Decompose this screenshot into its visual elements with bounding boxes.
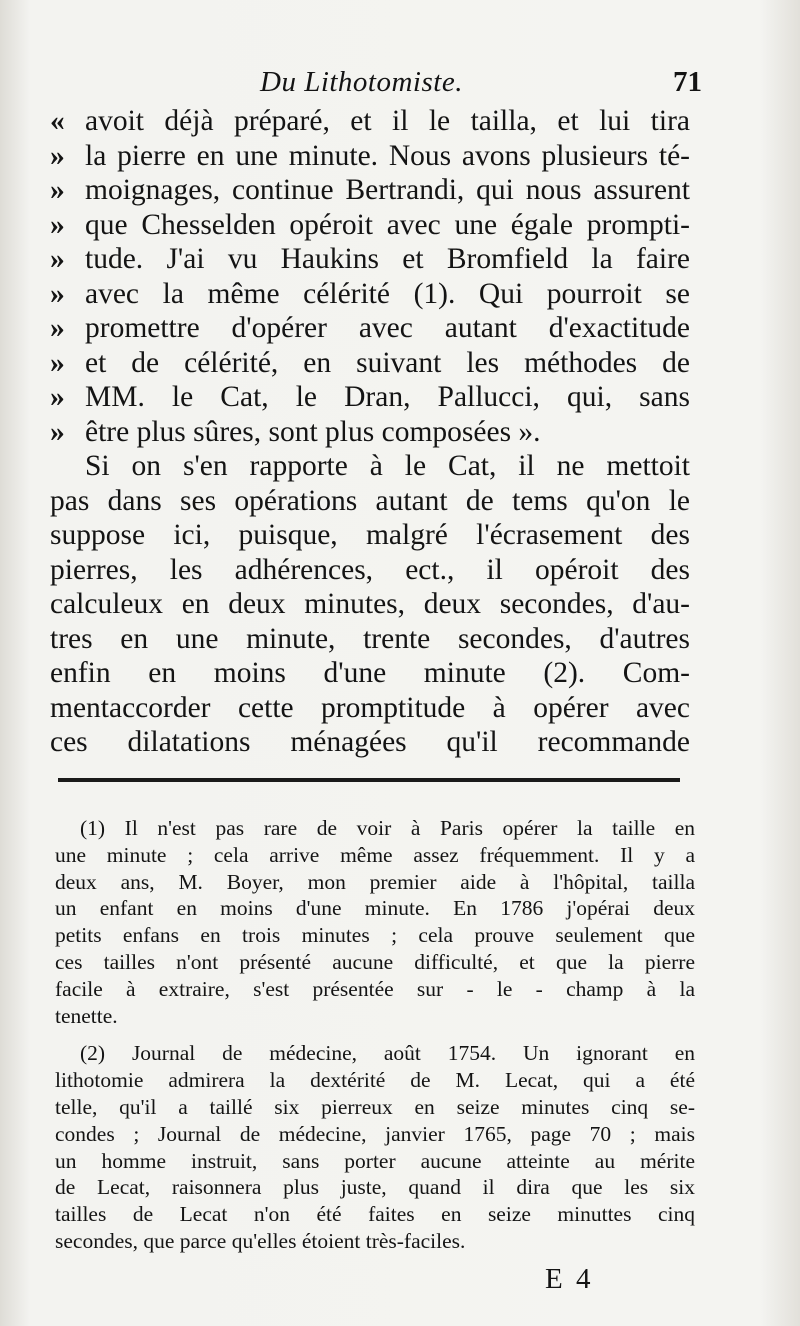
guillemet-mark: « [50,105,65,137]
footnote-line: une minute ; cela arrive même assez fréquemment. Il y a [55,842,695,867]
main-text [50,104,690,760]
paragraph-line: suppose ici, puisque, malgré l'écrasement des [50,519,690,551]
quote-line: » tude. J'ai vu Haukins et Bromfield la faire [50,243,690,275]
paragraph-line: calculeux en deux minutes, deux secondes, d'au- [50,588,690,620]
guillemet-mark: » [50,312,65,344]
quote-line: » la pierre en une minute. Nous avons plusieurs té- [50,139,690,172]
quote-line: » avec la même célérité (1). Qui pourroit se [50,277,690,310]
page-header [50,66,702,102]
footnote-line: tailles de Lecat n'on été faites en seize minuttes cinq [55,1202,695,1227]
footnote-line: petits enfans en trois minutes ; cela prouve seulement que [55,923,695,948]
guillemet-mark: » [50,415,65,448]
paragraph-line: ces dilatations ménagées qu'il recommande [50,726,690,758]
footnote-line: deux ans, M. Boyer, mon premier aide à l'hôpital, tailla [55,869,695,894]
footnote-1 [55,815,695,1029]
paragraph-line: pas dans ses opérations autant de tems qu'on le [50,484,690,517]
quote-line: « avoit déjà préparé, et il le tailla, et lui tira [50,105,690,137]
paragraph-line: pierres, les adhérences, ect., il opéroit des [50,553,690,586]
footnote-line: (1) Il n'est pas rare de voir à Paris opérer la taille en [80,816,695,840]
guillemet-mark: » [50,243,65,275]
footnote-line: tenette. [55,1003,118,1028]
guillemet-mark: » [50,174,65,206]
paragraph-line: Si on s'en rapporte à le Cat, il ne mettoit [85,450,690,482]
paragraph-line: enfin en moins d'une minute (2). Com- [50,657,690,689]
footnotes [55,815,695,1255]
footnote-separator [58,778,680,782]
footnote-line: facile à extraire, s'est présentée sur - le - champ à la [55,976,695,1001]
footnote-line: telle, qu'il a taillé six pierreux en seize minutes cinq se- [55,1094,695,1119]
footnote-line: lithotomie admirera la dextérité de M. Lecat, qui a été [55,1068,695,1093]
footnote-line: de Lecat, raisonnera plus juste, quand il dira que les six [55,1175,695,1200]
quote-line: » promettre d'opérer avec autant d'exactitude [50,312,690,344]
quote-line: » que Chesselden opéroit avec une égale prompti- [50,208,690,241]
quote-line: » et de célérité, en suivant les méthodes de [50,346,690,379]
guillemet-mark: » [50,208,65,241]
guillemet-mark: » [50,381,65,413]
guillemet-mark: » [50,139,65,172]
footnote-line: un enfant en moins d'une minute. En 1786 j'opérai deux [55,896,695,921]
quote-line: » être plus sûres, sont plus composées ». [50,415,541,448]
signature-mark: E 4 [545,1263,594,1295]
guillemet-mark: » [50,346,65,379]
footnote-line: ces tailles n'ont présenté aucune difficulté, et que la pierre [55,949,695,974]
paragraph-line: tres en une minute, trente secondes, d'autres [50,622,690,655]
footnote-line: secondes, que parce qu'elles étoient très-faciles. [55,1228,466,1253]
quote-line: » moignages, continue Bertrandi, qui nous assurent [50,174,690,206]
running-title: Du Lithotomiste. [260,66,463,98]
page-number: 71 [673,66,702,98]
footnote-line: condes ; Journal de médecine, janvier 1765, page 70 ; mais [55,1121,695,1146]
footnote-line: un homme instruit, sans porter aucune atteinte au mérite [55,1148,695,1173]
footnote-2 [55,1040,695,1254]
paragraph-line: mentaccorder cette promptitude à opérer avec [50,691,690,724]
quote-line: » MM. le Cat, le Dran, Pallucci, qui, sans [50,381,690,413]
guillemet-mark: » [50,277,65,310]
footnote-line: (2) Journal de médecine, août 1754. Un ignorant en [80,1041,695,1066]
